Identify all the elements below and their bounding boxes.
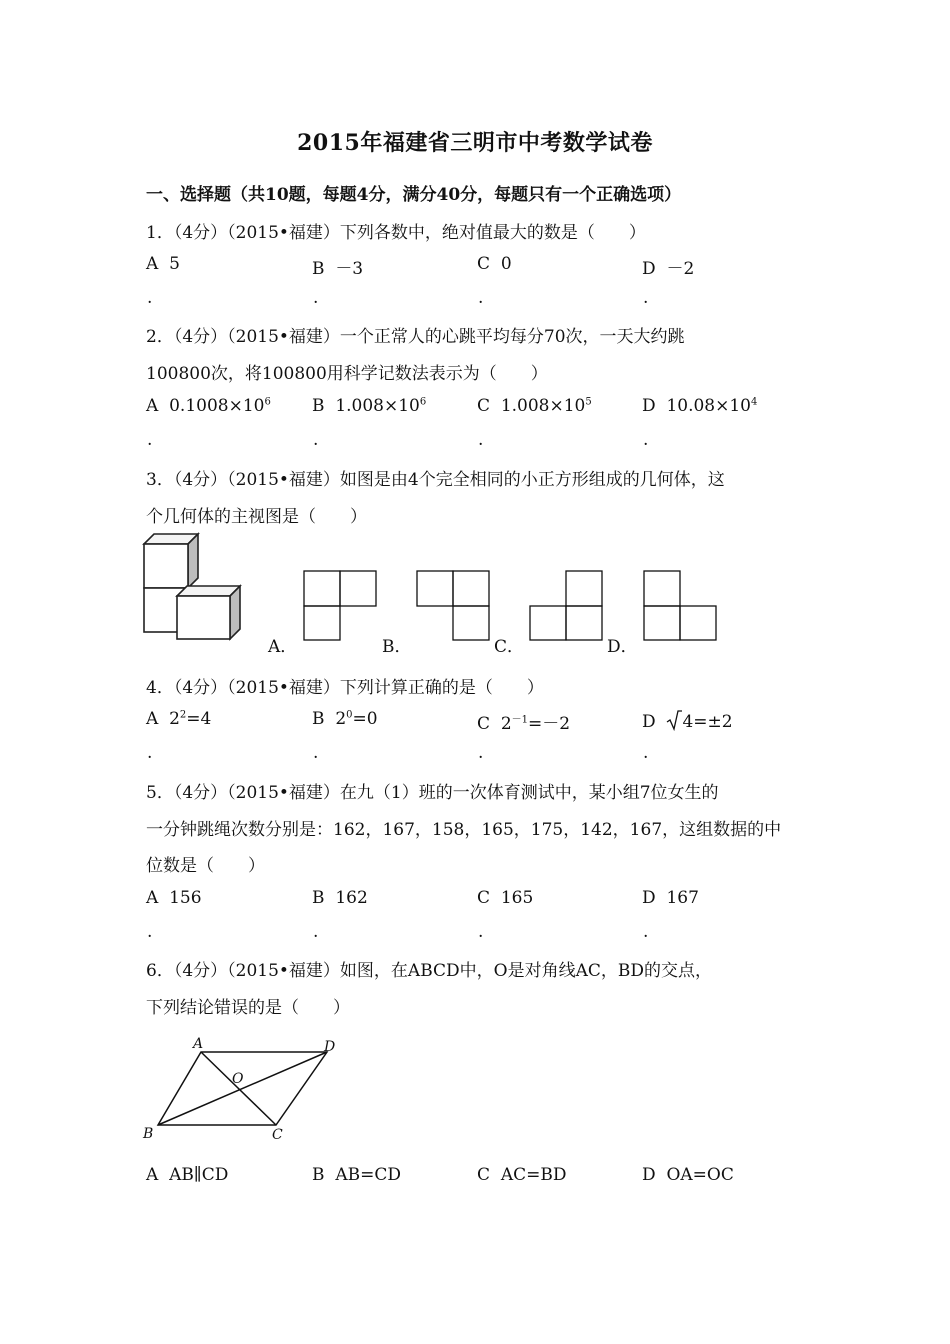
section-heading: 一、选择题（共10题，每题4分，满分40分，每题只有一个正确选项） xyxy=(146,185,682,205)
center-o-label: O xyxy=(232,1071,244,1087)
q3-stem-line2: 个几何体的主视图是（ ） xyxy=(146,507,367,527)
q3-label-c: C． xyxy=(494,637,525,657)
page-title: 2015年福建省三明市中考数学试卷 xyxy=(297,130,653,156)
q4-option-b: B $2^0=0$ xyxy=(312,709,378,729)
q1-dot-a: . xyxy=(147,288,153,308)
q5-option-b: B 162 xyxy=(312,888,368,908)
q2-option-d: D $10.08\times 10^4$ xyxy=(642,396,758,416)
q6-parallelogram-figure xyxy=(140,1032,340,1144)
q3-figure-c xyxy=(529,570,603,641)
q4-dot-d: . xyxy=(643,743,649,763)
sqrt-radical-icon xyxy=(666,709,682,731)
vertex-c-label: C xyxy=(272,1127,283,1143)
q6-option-a: A AB∥CD xyxy=(146,1165,229,1185)
q4-dot-c: . xyxy=(478,743,484,763)
q4-option-c: C $2^{-1}=-2$ xyxy=(477,714,571,734)
q2-dot-b: . xyxy=(313,430,319,450)
q3-label-a: A． xyxy=(268,637,298,657)
q5-dot-d: . xyxy=(643,922,649,942)
q1-option-c: C 0 xyxy=(477,254,512,274)
q5-option-a: A 156 xyxy=(146,888,202,908)
q2-option-c: C $1.008\times 10^5$ xyxy=(477,396,592,416)
diagonal-ac xyxy=(201,1052,276,1125)
q3-label-b: B． xyxy=(382,637,412,657)
q1-dot-d: . xyxy=(643,288,649,308)
q3-figure-d xyxy=(643,570,717,641)
q5-option-c: C 165 xyxy=(477,888,534,908)
q4-dot-a: . xyxy=(147,743,153,763)
q1-option-b: B －3 xyxy=(312,259,364,279)
q5-stem-line1: 5．（4分）（2015•福建）在九（1）班的一次体育测试中，某小组7位女生的 xyxy=(146,783,719,803)
q5-dot-a: . xyxy=(147,922,153,942)
q2-dot-c: . xyxy=(478,430,484,450)
q1-stem: 1．（4分）（2015•福建）下列各数中，绝对值最大的数是（ ） xyxy=(146,223,646,243)
q2-stem-line2: 100800次，将100800用科学记数法表示为（ ） xyxy=(146,364,548,384)
q6-stem-line2: 下列结论错误的是（ ） xyxy=(146,998,350,1018)
q6-option-d: D OA=OC xyxy=(642,1165,734,1185)
q5-dot-c: . xyxy=(478,922,484,942)
q1-dot-c: . xyxy=(478,288,484,308)
vertex-b-label: B xyxy=(143,1126,154,1142)
q4-stem: 4．（4分）（2015•福建）下列计算正确的是（ ） xyxy=(146,678,544,698)
q3-figure-a xyxy=(303,570,377,641)
q6-option-c: C AC=BD xyxy=(477,1165,567,1185)
q2-stem-line1: 2．（4分）（2015•福建）一个正常人的心跳平均每分70次，一天大约跳 xyxy=(146,327,685,347)
q6-stem-line1: 6．（4分）（2015•福建）如图，在ABCD中，O是对角线AC，BD的交点， xyxy=(146,961,712,981)
q3-solid-figure xyxy=(140,532,244,644)
q1-option-d: D －2 xyxy=(642,259,695,279)
q5-stem-line2: 一分钟跳绳次数分别是：162，167，158，165，175，142，167，这组数据的中 xyxy=(146,820,782,840)
q4-option-a: A $2^2=4$ xyxy=(146,709,212,729)
q4-option-d: D 4=±2 xyxy=(642,709,733,732)
q2-dot-d: . xyxy=(643,430,649,450)
q1-dot-b: . xyxy=(313,288,319,308)
q5-option-d: D 167 xyxy=(642,888,699,908)
vertex-d-label: D xyxy=(324,1039,336,1055)
q5-dot-b: . xyxy=(313,922,319,942)
q3-stem-line1: 3．（4分）（2015•福建）如图是由4个完全相同的小正方形组成的几何体，这 xyxy=(146,470,725,490)
q2-option-b: B $1.008\times 10^6$ xyxy=(312,396,427,416)
q4-dot-b: . xyxy=(313,743,319,763)
q3-label-d: D． xyxy=(607,637,638,657)
q3-figure-b xyxy=(416,570,490,641)
vertex-a-label: A xyxy=(193,1036,204,1052)
q6-option-b: B AB=CD xyxy=(312,1165,401,1185)
q1-option-a: A 5 xyxy=(146,254,180,274)
q2-option-a: A $0.1008\times 10^6$ xyxy=(146,396,271,416)
q5-stem-line3: 位数是（ ） xyxy=(146,856,265,876)
q2-dot-a: . xyxy=(147,430,153,450)
